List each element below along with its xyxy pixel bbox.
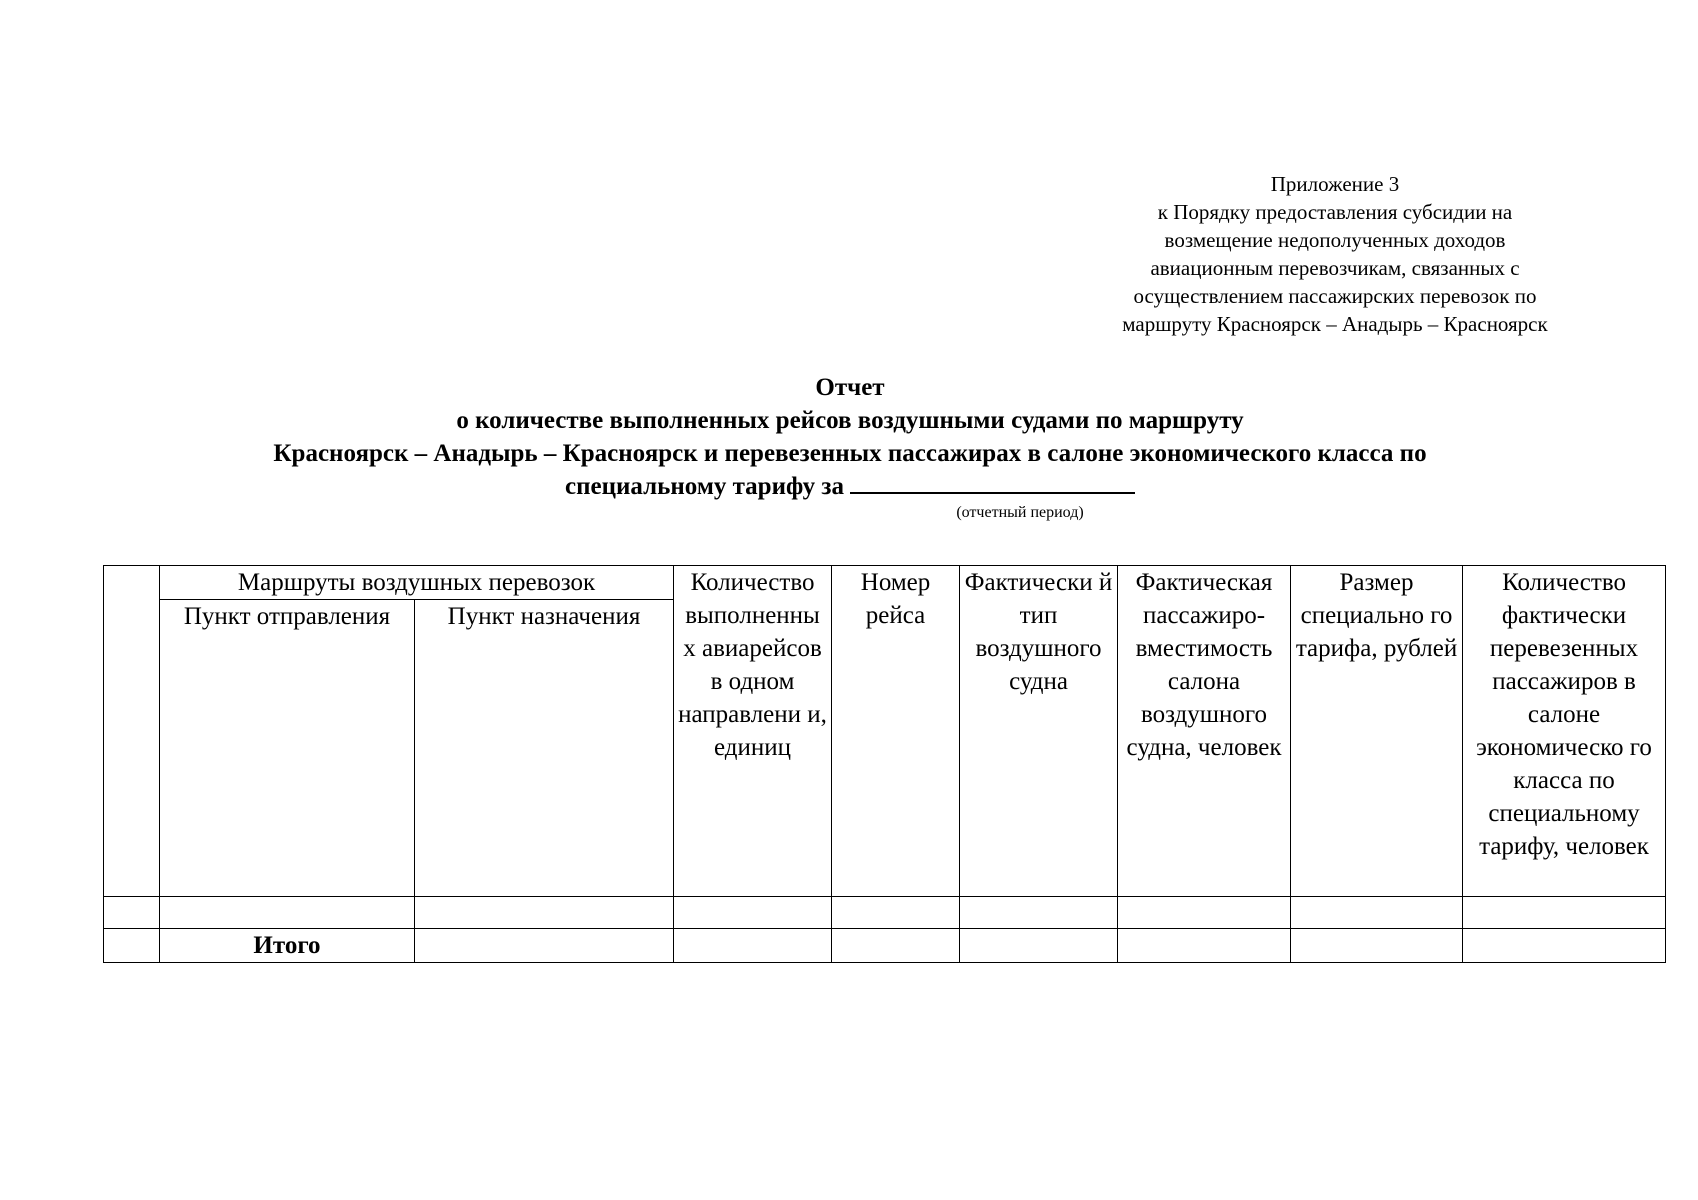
title-line: о количестве выполненных рейсов воздушными судами по маршруту <box>456 407 1244 434</box>
table-cell[interactable] <box>1118 897 1291 929</box>
table-cell[interactable] <box>674 897 832 929</box>
table-cell[interactable] <box>832 929 960 963</box>
appendix-note <box>1040 170 1630 338</box>
title-line-text: специальному тарифу за <box>565 473 844 500</box>
total-label: Итого <box>160 929 415 963</box>
appendix-line: авиационным перевозчикам, связанных с <box>1150 256 1520 280</box>
table-cell[interactable] <box>960 929 1118 963</box>
table-cell[interactable] <box>1291 929 1463 963</box>
appendix-line: осуществлением пассажирских перевозок по <box>1133 284 1537 308</box>
table-cell[interactable] <box>160 897 415 929</box>
table-cell[interactable] <box>674 929 832 963</box>
table-cell[interactable] <box>1463 897 1666 929</box>
report-title <box>100 371 1600 503</box>
appendix-line: возмещение недополученных доходов <box>1164 228 1506 252</box>
appendix-line: к Порядку предоставления субсидии на <box>1157 200 1513 224</box>
appendix-line: маршруту Красноярск – Анадырь – Красноярск <box>1122 312 1548 336</box>
table-cell[interactable] <box>415 897 674 929</box>
header-cell-capacity: Фактическая пассажиро- вместимость салона воздушного судна, человек <box>1118 566 1291 897</box>
header-cell-flights-count: Количество выполненны х авиарейсов в одном направлени и, единиц <box>674 566 832 897</box>
header-cell-flight-number: Номер рейса <box>832 566 960 897</box>
total-row <box>104 929 1666 963</box>
table-cell[interactable] <box>960 897 1118 929</box>
table-cell <box>104 929 160 963</box>
period-blank-line <box>850 470 1135 494</box>
appendix-line: Приложение 3 <box>1270 172 1400 196</box>
table-cell[interactable] <box>1118 929 1291 963</box>
header-cell-tariff: Размер специально го тарифа, рублей <box>1291 566 1463 897</box>
table-row <box>104 897 1666 929</box>
title-line: Красноярск – Анадырь – Красноярск и перевезенных пассажирах в салоне экономического класса по <box>273 440 1427 467</box>
header-cell-destination: Пункт назначения <box>415 600 674 897</box>
report-table <box>103 565 1666 963</box>
title-line-period <box>100 470 1600 503</box>
period-hint: (отчетный период) <box>956 504 1084 521</box>
table-cell[interactable] <box>415 929 674 963</box>
header-cell-aircraft-type: Фактически й тип воздушного судна <box>960 566 1118 897</box>
header-cell-routes: Маршруты воздушных перевозок <box>160 566 674 600</box>
title-line: Отчет <box>815 374 885 401</box>
table-header-row <box>104 566 1666 600</box>
header-cell-departure: Пункт отправления <box>160 600 415 897</box>
table-cell[interactable] <box>832 897 960 929</box>
header-cell-index <box>104 566 160 897</box>
table-cell[interactable] <box>1463 929 1666 963</box>
header-cell-passengers: Количество фактически перевезенных пассажиров в салоне экономическо го класса по специальному тарифу, человек <box>1463 566 1666 897</box>
table-cell[interactable] <box>1291 897 1463 929</box>
table-cell[interactable] <box>104 897 160 929</box>
